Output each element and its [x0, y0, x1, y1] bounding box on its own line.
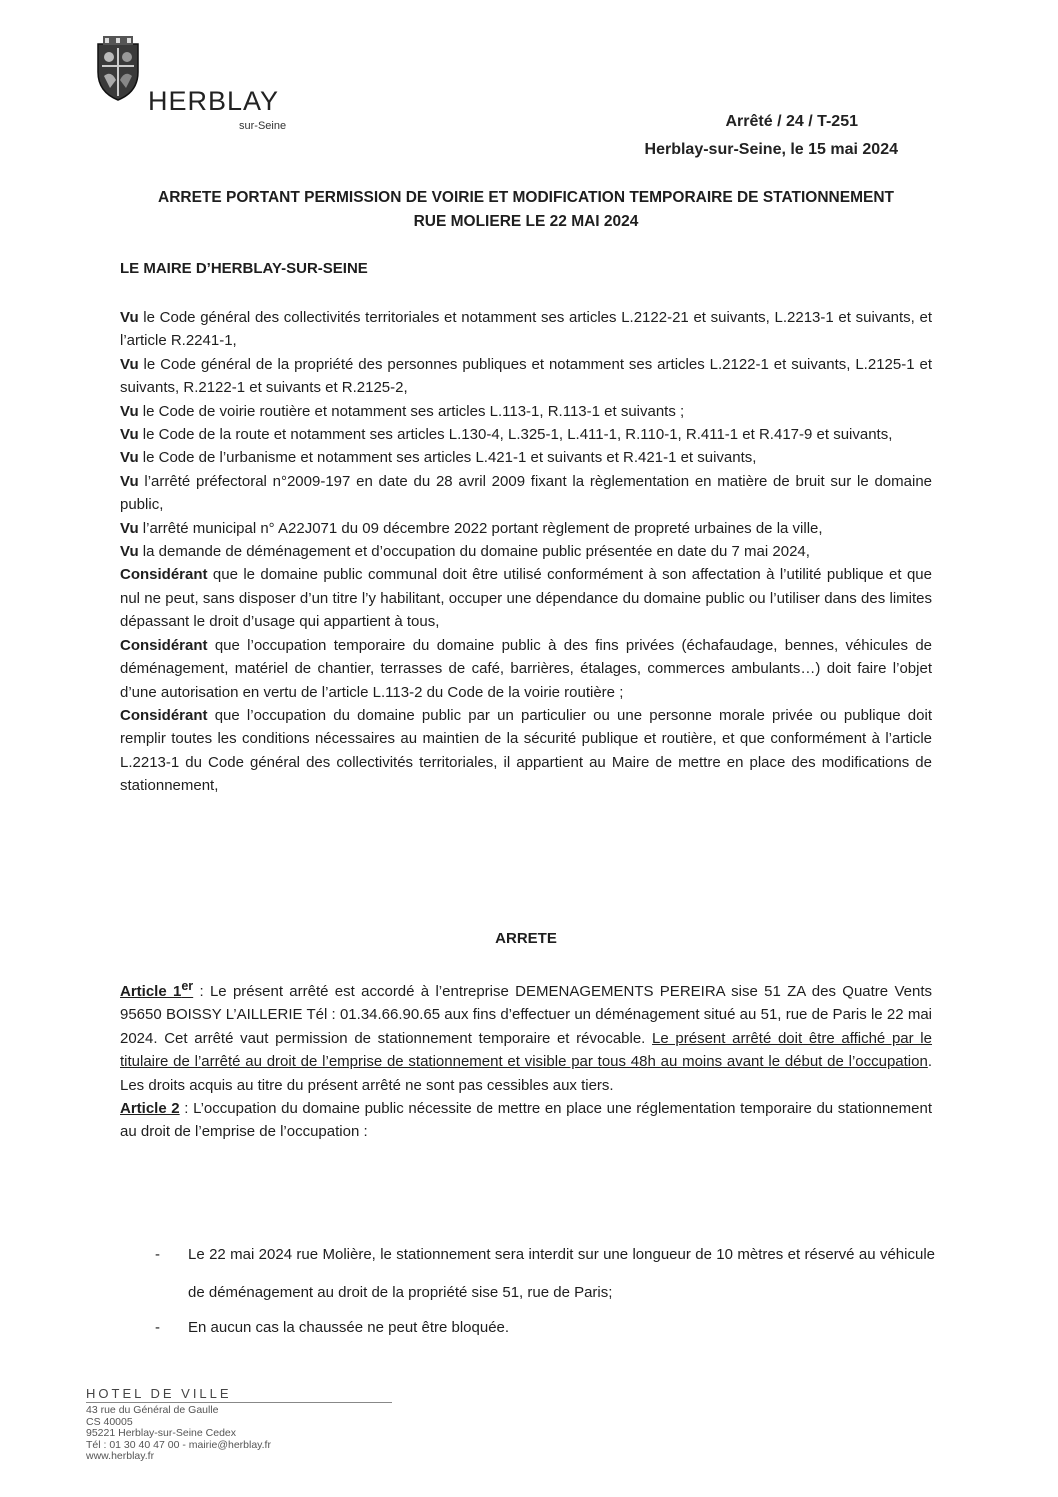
city-logo [92, 36, 322, 132]
consideration-item: Considérant que l’occupation du domaine public par un particulier ou une personne morale privée ou publique doit remplir toutes les conditions nécessaires au maintien de la sécurité publique et routière, et que conformément à l’article L.2213-1 du Code général des collectivités territoriales, il appartient au Maire de mettre en place des modifications de stationnement, [120, 706, 932, 795]
dash-bullet-icon: - [155, 1246, 160, 1263]
consideration-item: Vu l’arrêté préfectoral n°2009-197 en date du 28 avril 2009 fixant la règlementation en matière de bruit sur le domaine public, [120, 472, 932, 514]
footer-website: www.herblay.fr [86, 1450, 155, 1462]
place-date: Herblay-sur-Seine, le 15 mai 2024 [644, 141, 898, 158]
consideration-item: Vu le Code de voirie routière et notamment ses articles L.113-1, R.113-1 et suivants ; [120, 402, 685, 420]
article-2-label: Article 2 [120, 1100, 180, 1118]
list-item: - En aucun cas la chaussée ne peut être bloquée. [155, 1316, 935, 1339]
coat-of-arms-icon [92, 36, 144, 102]
footer-line: CS 40005 [86, 1415, 133, 1428]
consideration-item: Vu le Code général de la propriété des personnes publiques et notamment ses articles L.2122-1 et suivants, L.2125-1 et suivants, R.2122-1 et suivants et R.2125-2, [120, 355, 932, 397]
footer-line: 43 rue du Général de Gaulle [86, 1404, 219, 1416]
logo-name: HERBLAY [148, 86, 280, 116]
consideration-item: Vu le Code de l’urbanisme et notamment ses articles L.421-1 et suivants et R.421-1 et suivants, [120, 449, 757, 467]
article-1: Article 1er : Le présent arrêté est accordé à l’entreprise DEMENAGEMENTS PEREIRA sise 51 ZA des Quatre Vents 95650 BOISSY L’AILLERIE Tél : 01.34.66.90.65 aux fins d’effectuer un déménagement situé au 51, rue de Paris le 22 mai 2024. Cet arrêté vaut permission de stationnement temporaire et révocable. Le présent arrêté doit être affiché par le titulaire de l’arrêté au droit de l’emprise de stationnement et visible par tous 48h au moins avant le début de l’occupation. Les droits acquis au titre du présent arrêté ne sont pas cessibles aux tiers. [120, 979, 932, 1094]
article-2: Article 2 : L’occupation du domaine public nécessite de mettre en place une réglementation temporaire du stationnement au droit de l’emprise de l’occupation : [120, 1100, 932, 1141]
footer-address [86, 1386, 406, 1463]
article-1-label: Article 1er [120, 979, 194, 1000]
footer-title: HOTEL DE VILLE [86, 1386, 232, 1401]
display-notice: Le présent arrêté doit être affiché par le titulaire de l’arrêté au droit de l’emprise de stationnement et visible par tous 48h au moins avant le début de l’occupation [120, 1029, 932, 1071]
arrete-heading: ARRETE [495, 930, 557, 947]
considerations-list [120, 306, 932, 798]
reference-block [645, 108, 898, 164]
logo-subtitle: sur-Seine [239, 120, 287, 132]
consideration-item: Considérant que l’occupation temporaire du domaine public à des fins privées (échafaudage, bennes, véhicules de déménagement, matériel de chantier, terrasses de café, barrières, étalages, commerces ambulants…) doit faire l’objet d’une autorisation en vertu de l’article L.113-2 du Code de la voirie routière ; [120, 636, 932, 701]
consideration-item: Considérant que le domaine public communal doit être utilisé conformément à son affectation à l’utilité publique et que nul ne peut, sans disposer d’un titre l’y habilitant, occuper une dépendance du domaine public ou l’utiliser dans des limites dépassant le droit d’usage qui appartient à tous, [120, 566, 932, 631]
footer-divider [86, 1402, 392, 1403]
document-title [120, 186, 932, 234]
consideration-item: Vu l’arrêté municipal n° A22J071 du 09 décembre 2022 portant règlement de propreté urbaines de la ville, [120, 519, 823, 537]
dash-bullet-icon: - [155, 1319, 160, 1336]
title-line-1: ARRETE PORTANT PERMISSION DE VOIRIE ET MODIFICATION TEMPORAIRE DE STATIONNEMENT [158, 189, 894, 206]
list-item: - Le 22 mai 2024 rue Molière, le stationnement sera interdit sur une longueur de 10 mètres et réservé au véhicule de déménagement au droit de la propriété sise 51, rue de Paris; [155, 1236, 935, 1312]
consideration-item: Vu le Code de la route et notamment ses articles L.130-4, L.325-1, L.411-1, R.110-1, R.411-1 et R.417-9 et suivants, [120, 426, 893, 444]
footer-line: Tél : 01 30 40 47 00 - mairie@herblay.fr [86, 1438, 271, 1451]
footer-line: 95221 Herblay-sur-Seine Cedex [86, 1427, 236, 1439]
parking-rules-list [155, 1236, 935, 1339]
consideration-item: Vu la demande de déménagement et d’occupation du domaine public présentée en date du 7 mai 2024, [120, 543, 810, 561]
decree-number: Arrêté / 24 / T-251 [725, 113, 858, 130]
consideration-item: Vu le Code général des collectivités territoriales et notamment ses articles L.2122-21 et suivants, L.2213-1 et suivants, et l’article R.2241-1, [120, 309, 932, 350]
mayor-heading: LE MAIRE D’HERBLAY-SUR-SEINE [120, 260, 368, 277]
articles-section [120, 975, 932, 1144]
title-line-2: RUE MOLIERE LE 22 MAI 2024 [413, 213, 639, 230]
